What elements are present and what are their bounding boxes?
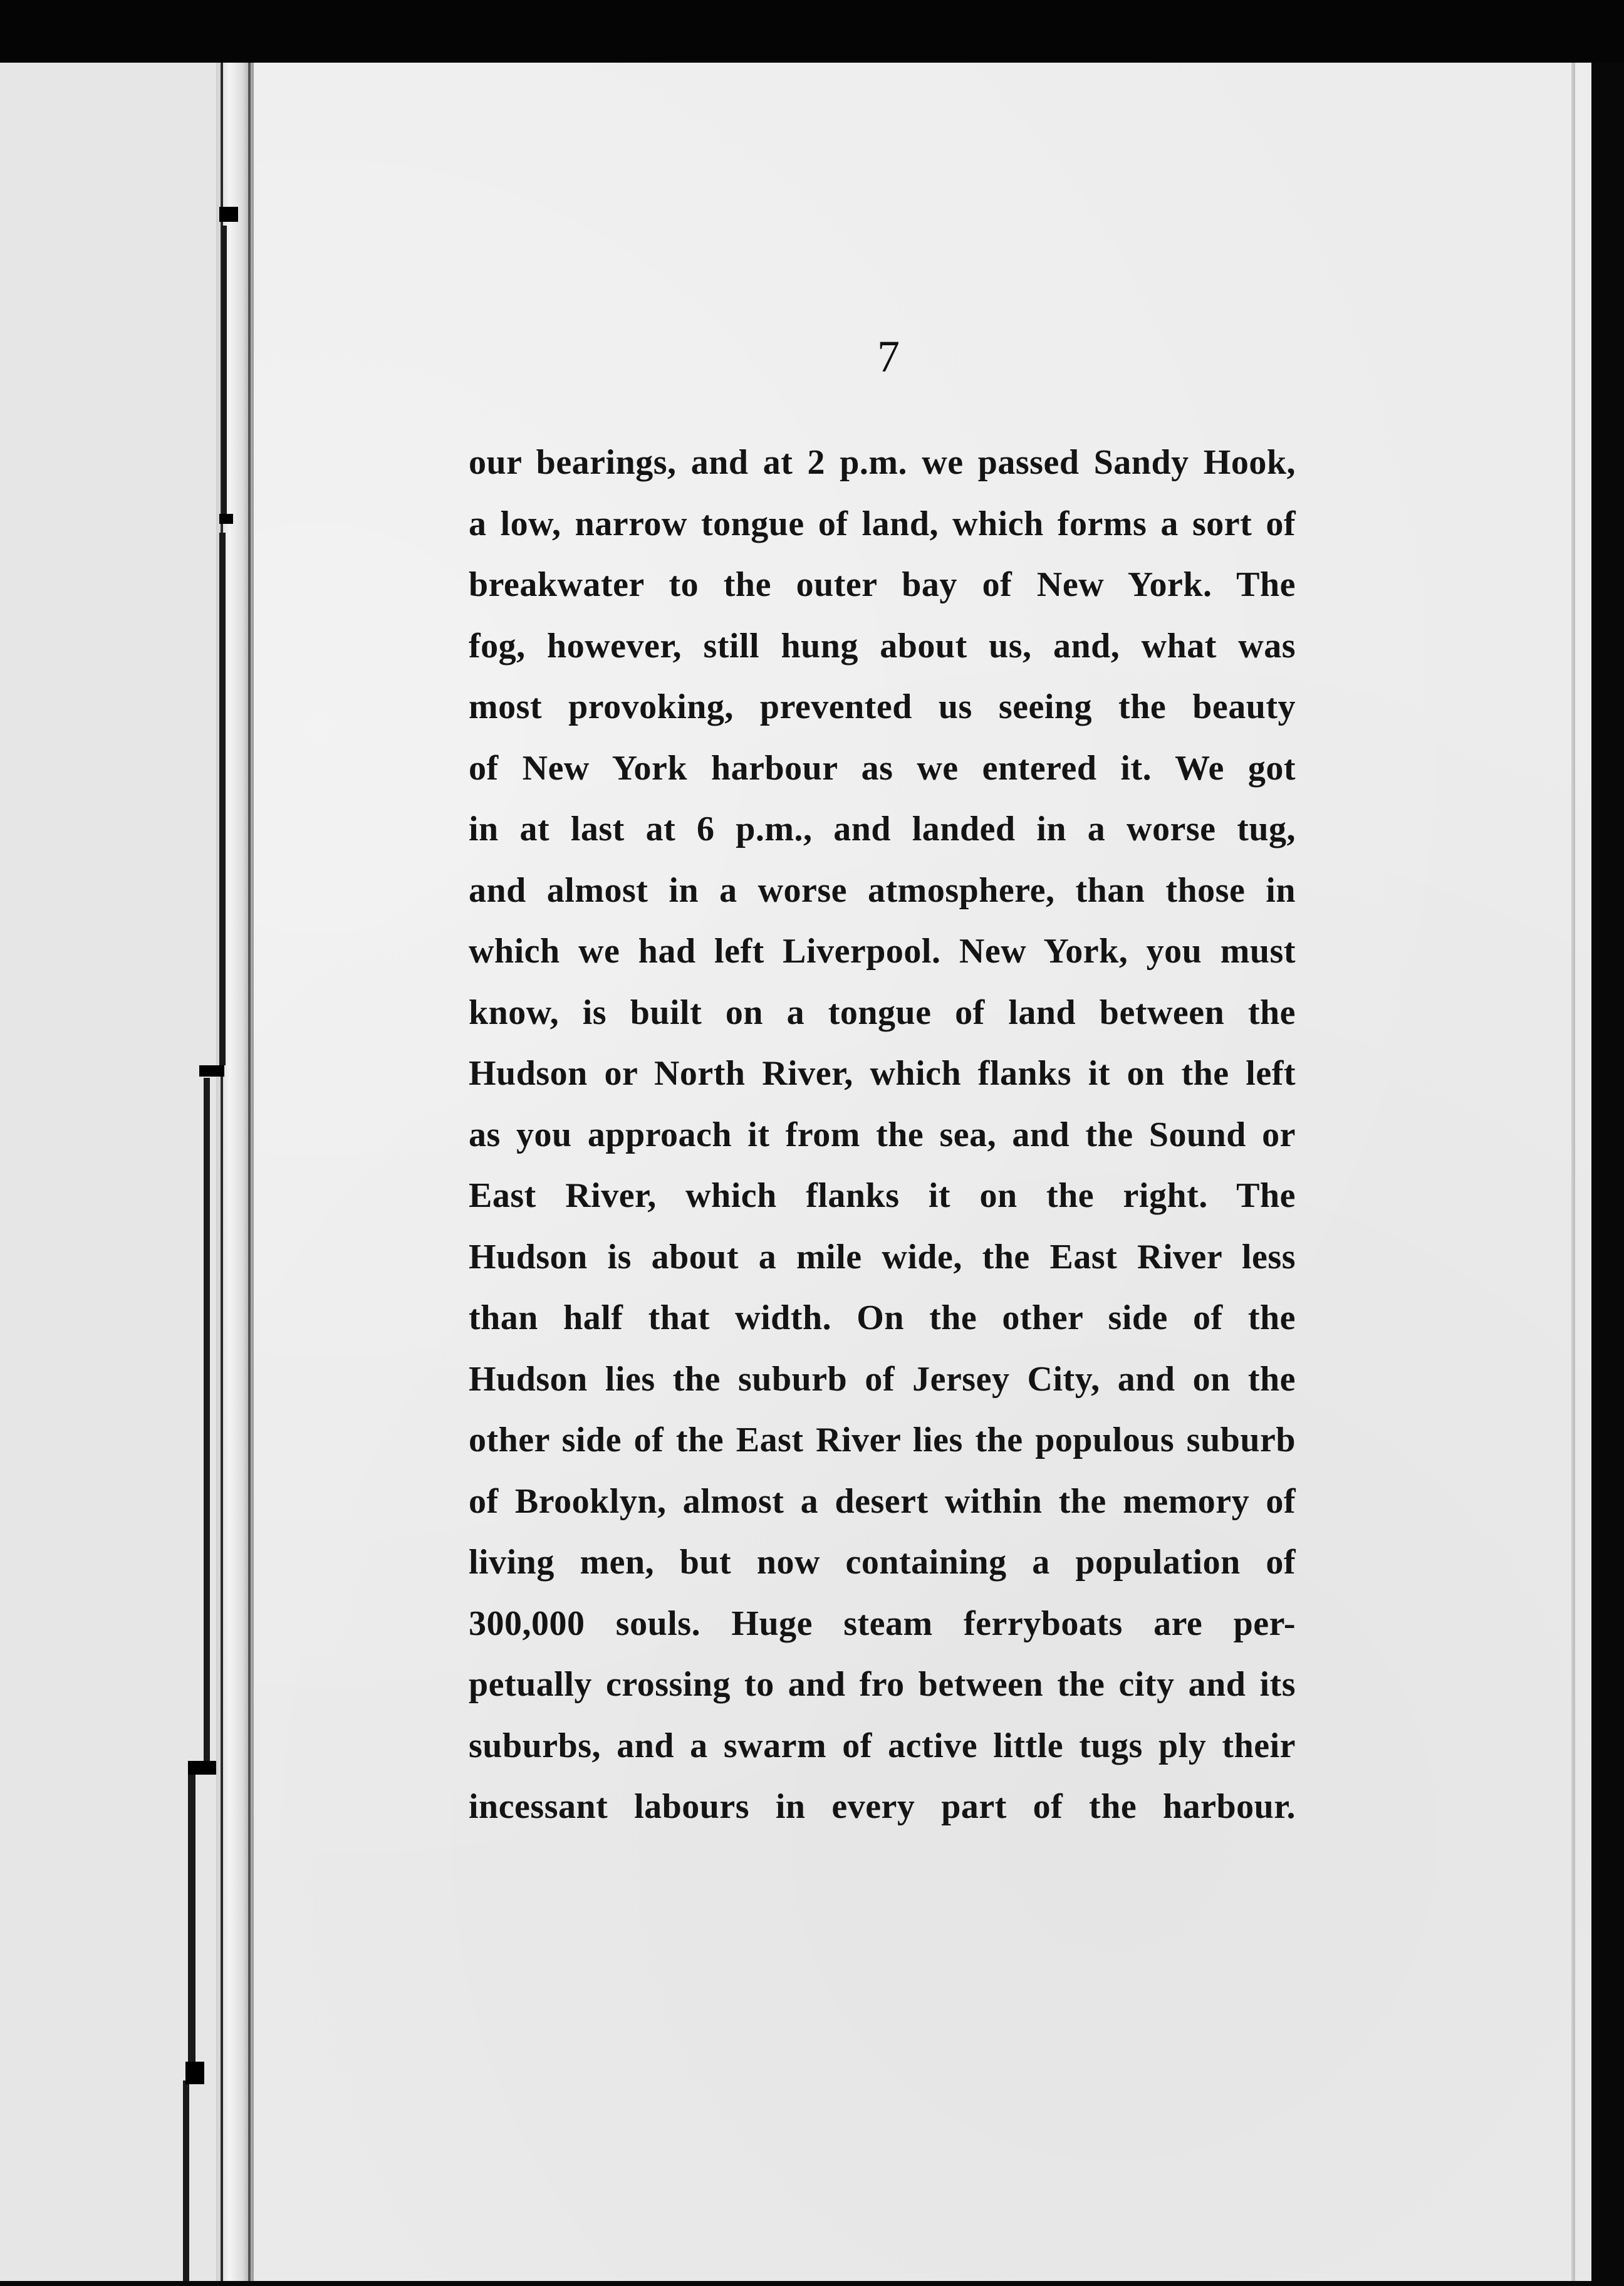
text-line: of Brooklyn, almost a desert within the memory of <box>469 1481 1296 1521</box>
scan-bottom-border <box>0 2281 1624 2286</box>
scan-right-border <box>1591 63 1624 2286</box>
binding-thread <box>219 533 226 1065</box>
binding-stitch <box>185 2062 204 2084</box>
binding-line <box>248 63 251 2281</box>
text-line: most provoking, prevented us seeing the beauty <box>469 687 1296 726</box>
text-line: 300,000 souls. Huge steam ferryboats are per- <box>469 1604 1296 1643</box>
text-line: in at last at 6 p.m., and landed in a worse tug, <box>469 810 1296 848</box>
text-line: a low, narrow tongue of land, which forms a sort of <box>469 504 1296 543</box>
text-line: which we had left Liverpool. New York, you must <box>469 932 1296 971</box>
text-line: than half that width. On the other side of the <box>469 1298 1296 1337</box>
binding-stitch <box>199 1065 224 1077</box>
body-text <box>469 432 1296 1838</box>
text-line: Hudson lies the suburb of Jersey City, and on the <box>469 1359 1296 1399</box>
text-line: our bearings, and at 2 p.m. we passed Sandy Hook, <box>469 443 1296 482</box>
text-line: fog, however, still hung about us, and, what was <box>469 626 1296 665</box>
text-line: incessant labours in every part of the harbour. <box>469 1787 1296 1826</box>
text-line: of New York harbour as we entered it. We got <box>469 748 1296 788</box>
facing-page-strip <box>0 63 216 2281</box>
text-line: suburbs, and a swarm of active little tugs ply their <box>469 1726 1296 1765</box>
binding-thread <box>183 2080 189 2281</box>
text-line: other side of the East River lies the populous suburb <box>469 1421 1296 1459</box>
text-line: East River, which flanks it on the right. The <box>469 1176 1296 1215</box>
text-line: Hudson or North River, which flanks it on the left <box>469 1054 1296 1093</box>
text-line: living men, but now containing a population of <box>469 1543 1296 1582</box>
text-line: know, is built on a tongue of land between the <box>469 993 1296 1032</box>
binding-stitch <box>188 1761 216 1775</box>
text-line: Hudson is about a mile wide, the East River less <box>469 1237 1296 1276</box>
binding-thread <box>222 226 227 514</box>
text-line: and almost in a worse atmosphere, than those in <box>469 870 1296 910</box>
text-line: as you approach it from the sea, and the Sound or <box>469 1115 1296 1154</box>
page-number: 7 <box>877 331 900 382</box>
text-line: petually crossing to and fro between the city and its <box>469 1665 1296 1704</box>
scan-top-border <box>0 0 1624 63</box>
page-edge <box>1571 63 1575 2281</box>
binding-thread <box>188 1773 195 2062</box>
binding-stitch <box>219 514 233 524</box>
binding-stitch <box>219 207 238 222</box>
binding-thread <box>204 1078 210 1761</box>
text-line: breakwater to the outer bay of New York. The <box>469 565 1296 604</box>
